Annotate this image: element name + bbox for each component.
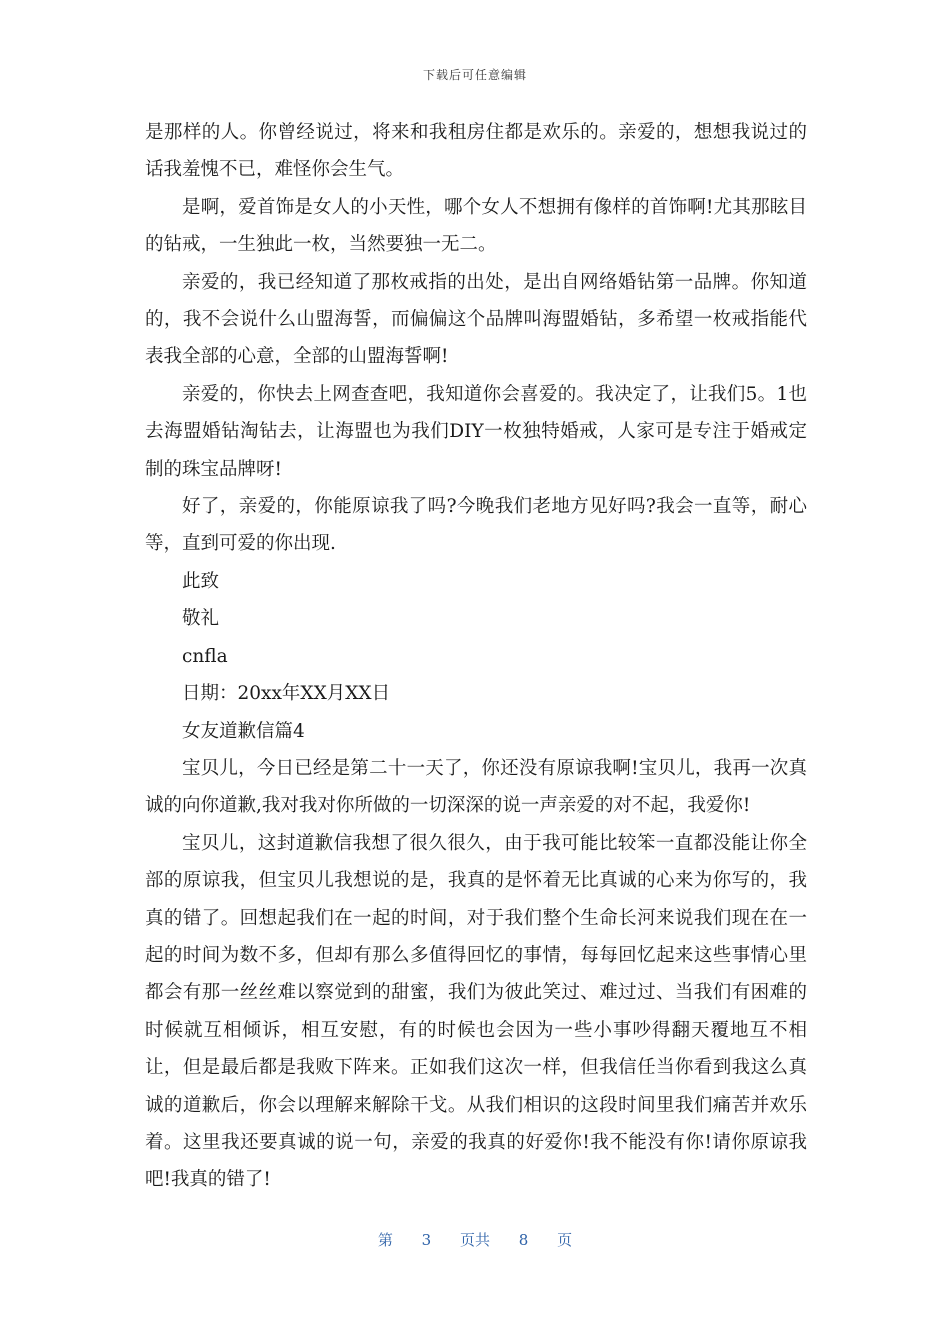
total-pages-number: 8 <box>518 1231 529 1249</box>
footer-prefix: 第 <box>377 1231 393 1249</box>
page-header: 下载后可任意编辑 <box>422 68 527 82</box>
paragraph: 亲爱的，我已经知道了那枚戒指的出处，是出自网络婚钻第一品牌。你知道的，我不会说什么山盟海誓，而偏偏这个品牌叫海盟婚钻，多希望一枚戒指能代表我全部的心意，全部的山盟海誓啊! <box>145 271 807 368</box>
signature: cnfla <box>182 645 228 667</box>
footer-middle: 页共 <box>459 1231 490 1249</box>
paragraph: 是那样的人。你曾经说过，将来和我租房住都是欢乐的。亲爱的，想想我说过的话我羞愧不已，难怪你会生气。 <box>145 122 807 181</box>
date-line: 日期：20xx年XX月XX日 <box>182 683 391 705</box>
footer-suffix: 页 <box>557 1231 573 1249</box>
document-body <box>145 114 807 1199</box>
paragraph: 宝贝儿，今日已经是第二十一天了，你还没有原谅我啊!宝贝儿，我再一次真诚的向你道歉,我对我对你所做的一切深深的说一声亲爱的对不起，我爱你! <box>145 757 807 817</box>
page-footer <box>0 1229 950 1250</box>
current-page-number: 3 <box>421 1231 432 1249</box>
paragraph: 宝贝儿，这封道歉信我想了很久很久，由于我可能比较笨一直都没能让你全部的原谅我，但宝贝儿我想说的是，我真的是怀着无比真诚的心来为你写的，我真的错了。回想起我们在一起的时间，对于我们整个生命长河来说我们现在在一起的时间为数不多，但却有那么多值得回忆的事情，每每回忆起来这些事情心里都会有那一丝丝难以察觉到的甜蜜，我们为彼此笑过、难过过、当我们有困难的时候就互相倾诉，相互安慰，有的时候也会因为一些小事吵得翻天覆地互不相让，但是最后都是我败下阵来。正如我们这次一样，但我信任当你看到我这么真诚的道歉后，你会以理解来解除干戈。从我们相识的这段时间里我们痛苦并欢乐着。这里我还要真诚的说一句，亲爱的我真的好爱你!我不能没有你!请你原谅我吧!我真的错了! <box>145 832 807 1191</box>
section-title: 女友道歉信篇4 <box>182 720 305 742</box>
paragraph: 是啊，爱首饰是女人的小天性，哪个女人不想拥有像样的首饰啊!尤其那眩目的钻戒，一生独此一枚，当然要独一无二。 <box>145 196 807 256</box>
paragraph: 亲爱的，你快去上网查查吧，我知道你会喜爱的。我决定了，让我们5。1也去海盟婚钻淘钻去，让海盟也为我们DIY一枚独特婚戒，人家可是专注于婚戒定制的珠宝品牌呀! <box>145 383 807 480</box>
closing-salutation: 此致 <box>182 570 220 592</box>
closing-regards: 敬礼 <box>182 608 220 630</box>
paragraph: 好了，亲爱的，你能原谅我了吗?今晚我们老地方见好吗?我会一直等，耐心等，直到可爱的你出现. <box>145 496 807 555</box>
